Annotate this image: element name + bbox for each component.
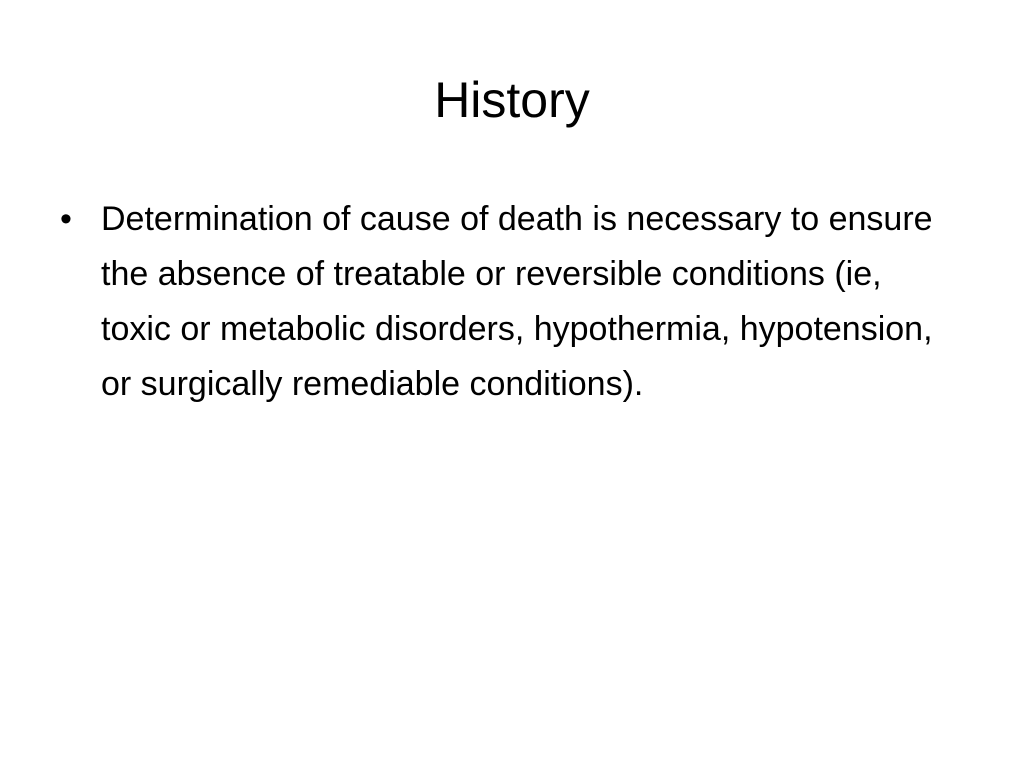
bullet-list xyxy=(60,192,940,412)
slide-title: History xyxy=(434,72,590,128)
bullet-marker: • xyxy=(60,200,72,238)
bullet-item xyxy=(60,192,940,412)
bullet-text: Determination of cause of death is necessary to ensure the absence of treatable or reversible conditions (ie, toxic or metabolic disorders, hypothermia, hypotension, or surgically remediable conditions). xyxy=(101,200,933,403)
